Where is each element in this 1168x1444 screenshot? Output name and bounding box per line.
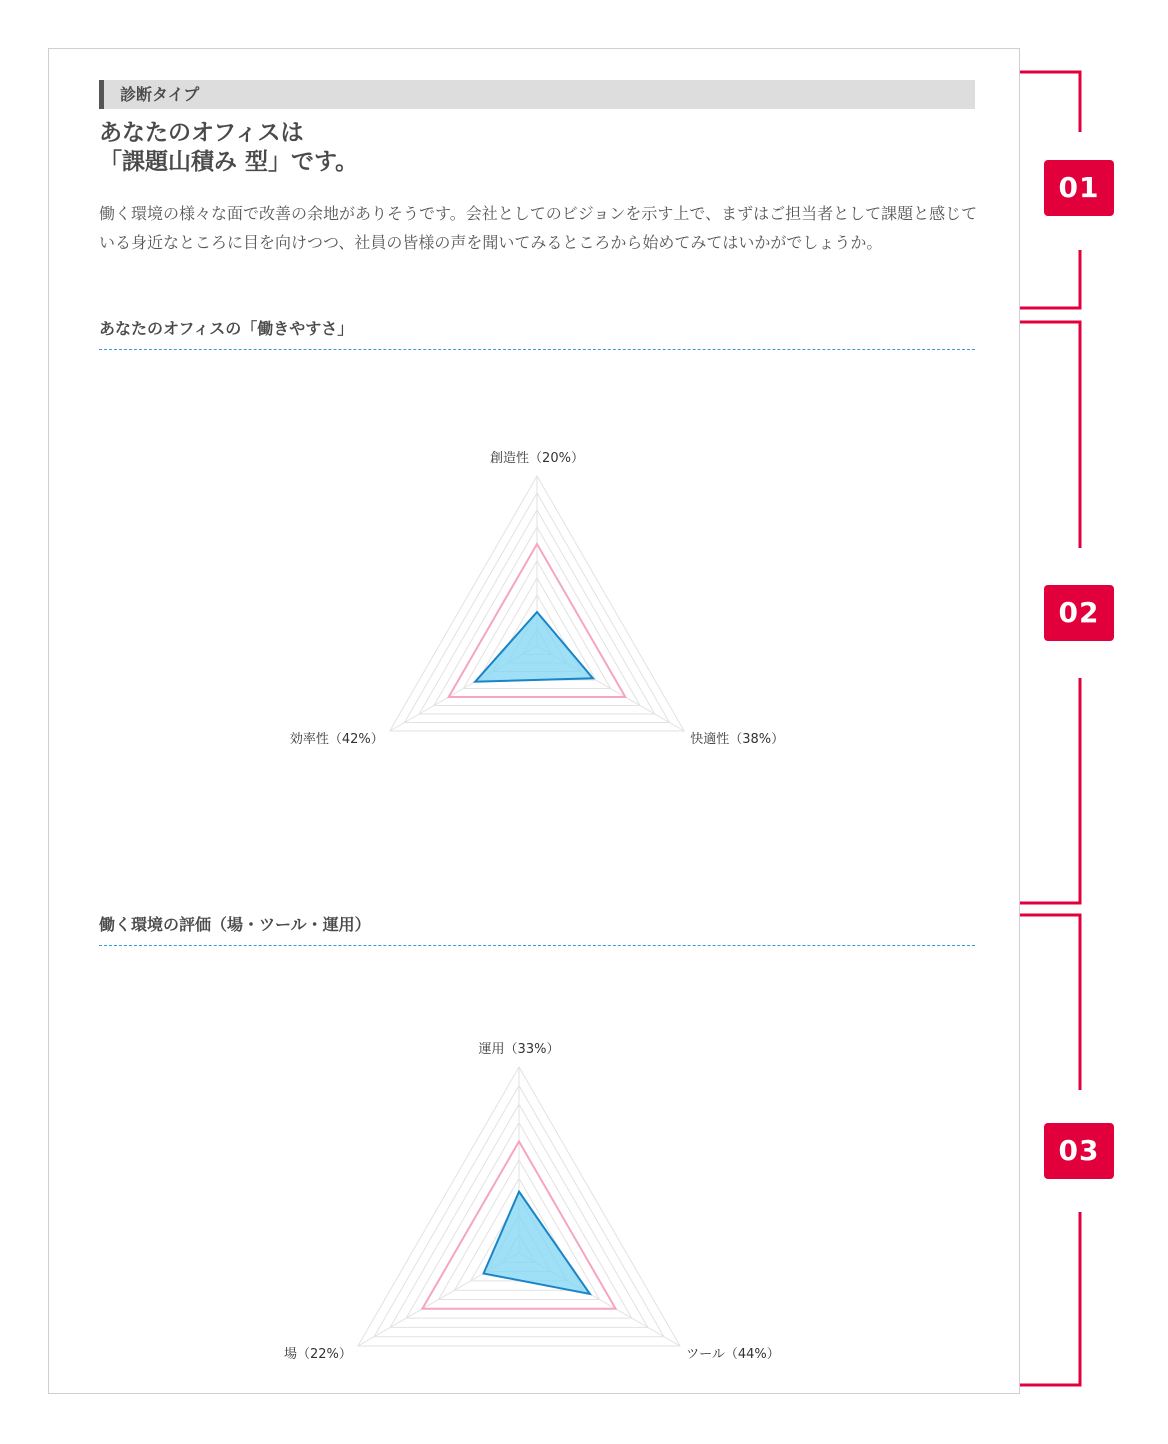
bracket-lower: [1020, 1212, 1080, 1385]
axis-label: 効率性（42%）: [289, 732, 384, 747]
axis-label: 創造性（20%）: [490, 451, 584, 466]
workability-heading: あなたのオフィスの「働きやすさ」: [99, 317, 975, 350]
section-label: 診断タイプ: [99, 80, 975, 109]
workability-radar-chart: [49, 433, 1021, 763]
bracket-upper: [1020, 322, 1080, 548]
environment-heading: 働く環境の評価（場・ツール・運用）: [99, 913, 975, 946]
headline-line-1: あなたのオフィスは: [99, 120, 304, 146]
axis-label: 場（22%）: [284, 1347, 352, 1362]
bracket-upper: [1020, 915, 1080, 1090]
result-headline: [99, 119, 975, 177]
environment-radar-chart: [49, 1013, 1021, 1365]
axis-label: 運用（33%）: [478, 1042, 560, 1057]
result-description: 働く環境の様々な面で改善の余地がありそうです。会社としてのビジョンを示す上で、まずはご担当者として課題と感じている身近なところに目を向けつつ、社員の皆様の声を聞いてみるところから始めてみてはいかがでしょうか。: [99, 204, 978, 252]
bracket-lower: [1020, 678, 1080, 903]
bracket-lower: [1020, 250, 1080, 308]
section-brackets: [1020, 60, 1100, 1400]
diagnosis-card: [48, 48, 1020, 1394]
section-badge-02: 02: [1044, 585, 1114, 641]
axis-label: 快適性（38%）: [690, 732, 785, 747]
section-badge-03: 03: [1044, 1123, 1114, 1179]
radar-grid: [390, 476, 684, 731]
headline-line-2: 「課題山積み 型」です。: [99, 149, 359, 175]
axis-label: ツール（44%）: [686, 1347, 780, 1362]
section-badge-01: 01: [1044, 160, 1114, 216]
bracket-upper: [1020, 72, 1080, 132]
score-series-polygon: [484, 1192, 590, 1294]
